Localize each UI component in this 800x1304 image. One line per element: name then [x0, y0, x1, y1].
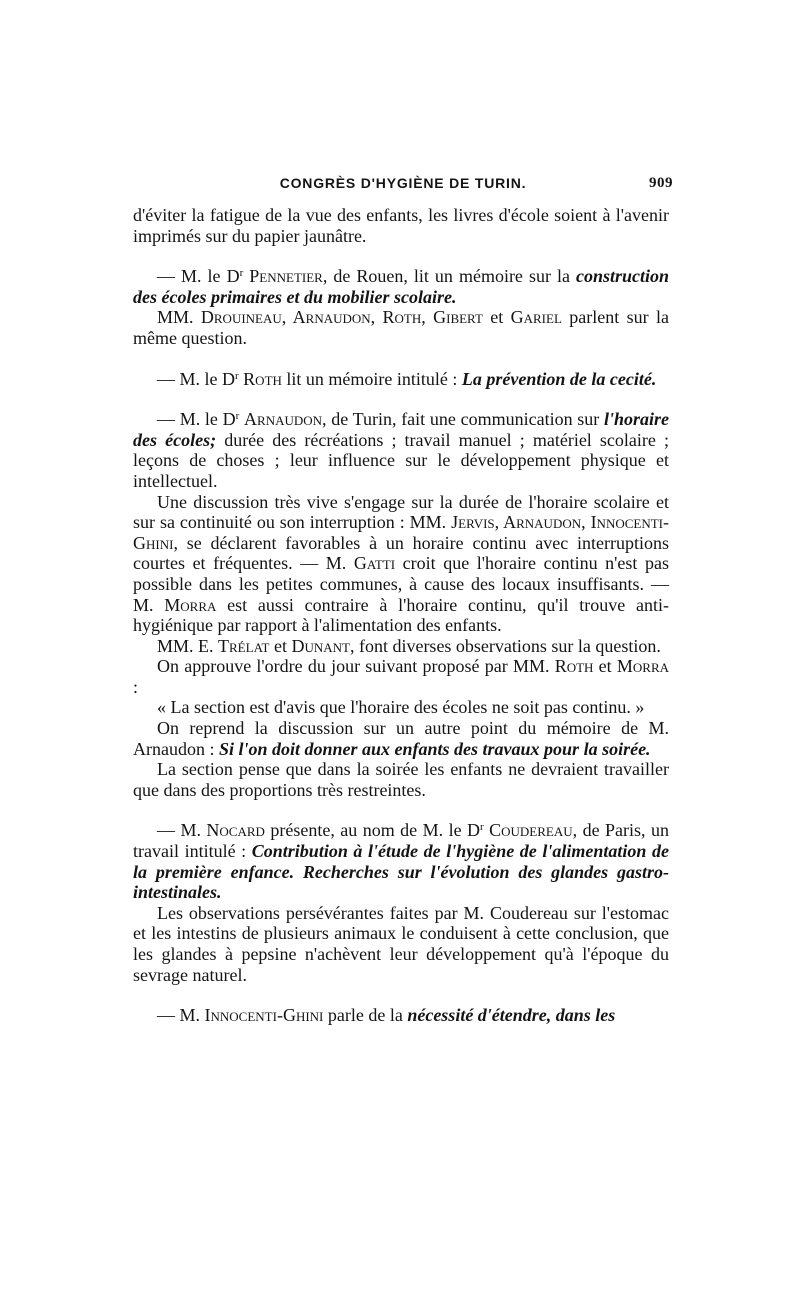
- paragraph-trelat: [133, 636, 669, 657]
- person-name: Pennetier: [249, 266, 323, 287]
- text: On reprend la discussion sur un autre point du mémoire de M. Arnaudon :: [133, 718, 669, 759]
- work-title: nécessité d'étendre, dans les: [407, 1005, 616, 1026]
- work-title: construction des écoles primaires et du mobilier scolaire.: [133, 266, 670, 307]
- text: MM.: [157, 307, 201, 328]
- person-name: Roth: [554, 656, 594, 677]
- text: — M. le D: [157, 409, 236, 430]
- paragraph-order-of-day: [133, 656, 669, 697]
- text: est aussi contraire à l'horaire continu, qu'il trouve anti-hygiénique par rapport à l'alimentation des enfants.: [133, 594, 669, 636]
- text: parle de la: [323, 1005, 408, 1026]
- paragraph-innocenti-ghini: [133, 1005, 669, 1026]
- person-name: Morra: [616, 656, 669, 677]
- superscript: r: [239, 267, 244, 280]
- paragraph-discussion: [133, 492, 669, 636]
- paragraph-resolution: « La section est d'avis que l'horaire des écoles ne soit pas continu. »: [157, 697, 645, 718]
- text: , de Turin, fait une communication sur: [322, 409, 604, 430]
- text: et: [482, 307, 511, 328]
- paragraph-nocard: [133, 820, 669, 902]
- person-names: Drouineau, Arnaudon, Roth, Gibert: [200, 307, 483, 328]
- text: :: [133, 676, 139, 697]
- superscript: r: [235, 369, 239, 382]
- text: , de Paris, un travail intitulé :: [133, 820, 669, 862]
- text: — M. le D: [157, 266, 240, 287]
- text: — M.: [157, 1005, 205, 1026]
- work-title: Contribution à l'étude de l'hygiène de l'alimentation de la première enfance. Recherches sur l'évolution des glandes gastro-intestinales.: [133, 841, 669, 903]
- paragraph-observations: Les observations persévérantes faites par M. Coudereau sur l'estomac et les intestins de plusieurs animaux le conduisent à cette conclusion, que les glandes à pepsine n'achèvent leur développement qu'à l'époque du sevrage naturel.: [133, 902, 669, 985]
- work-title: l'horaire des écoles;: [133, 409, 670, 450]
- text: , se déclarent favorables à un horaire continu avec interruptions courtes et fréquentes. — M.: [133, 532, 669, 574]
- text: Une discussion très vive s'engage sur la durée de l'horaire scolaire et sur sa continuité ou son interruption : MM.: [133, 491, 669, 533]
- text: durée des récréations ; travail manuel ; matériel scolaire ; leçons de choses ; leur influence sur le développement physique et intellectuel.: [133, 429, 669, 491]
- work-title: Si l'on doit donner aux enfants des travaux pour la soirée.: [218, 738, 651, 759]
- person-name: Dunant: [291, 635, 350, 656]
- person-name: Arnaudon: [244, 409, 323, 430]
- text: et: [269, 635, 292, 656]
- person-name: Trélat: [218, 635, 270, 656]
- text: On approuve l'ordre du jour suivant proposé par MM.: [157, 656, 555, 677]
- person-name: Nocard: [206, 820, 265, 841]
- text: , font diverses observations sur la question.: [349, 635, 661, 656]
- page-body: [133, 205, 669, 1026]
- superscript: r: [480, 821, 484, 834]
- text: — M. le D: [157, 368, 235, 389]
- text: croit que l'horaire continu n'est pas possible dans les petites communes, à cause des locaux insuffisants. — M.: [133, 553, 670, 615]
- text: , de Rouen, lit un mémoire sur la: [322, 266, 576, 287]
- person-name: Gariel: [510, 307, 562, 328]
- superscript: r: [235, 410, 240, 423]
- person-name: Coudereau: [489, 820, 573, 841]
- text: présente, au nom de M. le D: [264, 820, 481, 841]
- paragraph-evening-work: [133, 718, 669, 759]
- person-name: Roth: [243, 368, 282, 389]
- paragraph-arnaudon: [133, 409, 669, 491]
- text: — M.: [157, 820, 207, 841]
- paragraph-continuation: d'éviter la fatigue de la vue des enfants, les livres d'école soient à l'avenir imprimés sur du papier jaunâtre.: [133, 205, 669, 246]
- work-title: La prévention de la cecité.: [461, 368, 657, 389]
- running-title: CONGRÈS D'HYGIÈNE DE TURIN.: [279, 175, 527, 191]
- paragraph-speakers: [133, 307, 669, 348]
- running-header: [133, 175, 673, 201]
- page-number: 909: [649, 175, 673, 191]
- text: et: [593, 656, 617, 677]
- paragraph-pennetier: [133, 266, 669, 307]
- person-name: Innocenti-Ghini: [204, 1005, 324, 1026]
- person-name: Gatti: [353, 553, 396, 574]
- paragraph-section-opinion: La section pense que dans la soirée les enfants ne devraient travailler que dans des proportions très restreintes.: [133, 759, 669, 800]
- paragraph-roth: [133, 369, 669, 390]
- text: parlent sur la même question.: [133, 307, 669, 348]
- person-names: Jervis, Arnaudon, Innocenti-Ghini: [133, 512, 669, 553]
- person-name: Morra: [164, 594, 217, 615]
- text: MM. E.: [157, 635, 219, 656]
- text: lit un mémoire intitulé :: [281, 368, 462, 389]
